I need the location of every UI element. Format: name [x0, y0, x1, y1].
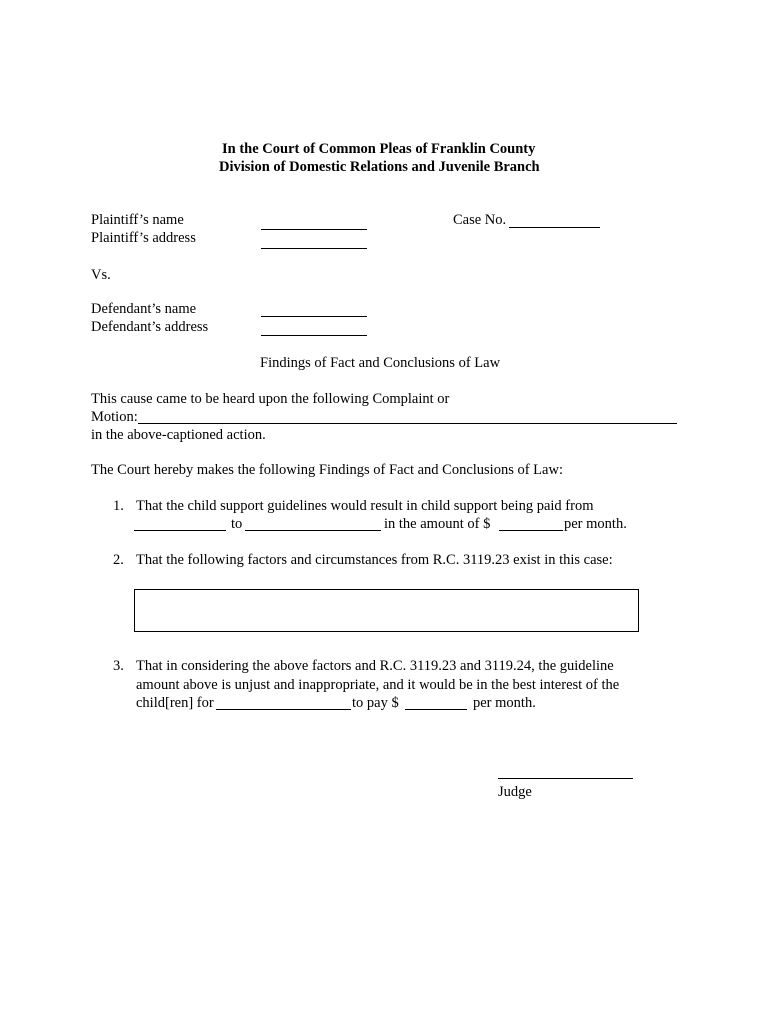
finding-3-line3-b: to pay $ [352, 695, 399, 711]
document-title: Findings of Fact and Conclusions of Law [260, 355, 501, 371]
motion-field[interactable] [138, 423, 677, 424]
finding-1-text: That the child support guidelines would result in child support being paid from [136, 498, 594, 514]
intro-line1: This cause came to be heard upon the following Complaint or [91, 391, 450, 407]
court-statement: The Court hereby makes the following Findings of Fact and Conclusions of Law: [91, 462, 563, 478]
finding-3-line2: amount above is unjust and inappropriate, and it would be in the best interest of the [136, 677, 620, 693]
finding-2-number: 2. [113, 552, 124, 568]
defendant-address-field[interactable] [261, 335, 367, 336]
finding-3-payer-field[interactable] [216, 709, 351, 710]
factors-text-box[interactable] [134, 589, 639, 632]
finding-2-text: That the following factors and circumstances from R.C. 3119.23 exist in this case: [136, 552, 613, 568]
defendant-address-label: Defendant’s address [91, 319, 209, 335]
intro-line3: in the above-captioned action. [91, 427, 266, 443]
case-no-label: Case No. [453, 212, 507, 228]
defendant-name-label: Defendant’s name [91, 301, 197, 317]
court-header-line2: Division of Domestic Relations and Juvenile Branch [219, 159, 540, 175]
plaintiff-address-label: Plaintiff’s address [91, 230, 196, 246]
finding-3-amount-field[interactable] [405, 709, 467, 710]
finding-1-to-field[interactable] [245, 530, 381, 531]
case-no-field[interactable] [509, 227, 600, 228]
defendant-name-field[interactable] [261, 316, 367, 317]
finding-1-from-field[interactable] [134, 530, 226, 531]
finding-3-line1: That in considering the above factors and R.C. 3119.23 and 3119.24, the guideline [136, 658, 614, 674]
plaintiff-address-field[interactable] [261, 248, 367, 249]
finding-3-line3-c: per month. [473, 695, 536, 711]
judge-label: Judge [498, 784, 532, 800]
finding-1-amount-label: in the amount of $ [384, 516, 491, 532]
finding-3-line3-a: child[ren] for [136, 695, 214, 711]
finding-1-number: 1. [113, 498, 124, 514]
plaintiff-name-field[interactable] [261, 229, 367, 230]
vs-label: Vs. [91, 267, 111, 283]
finding-1-per-month: per month. [564, 516, 627, 532]
finding-1-to-label: to [231, 516, 243, 532]
court-header-line1: In the Court of Common Pleas of Franklin County [222, 141, 536, 157]
judge-signature-line[interactable] [498, 778, 633, 779]
plaintiff-name-label: Plaintiff’s name [91, 212, 184, 228]
finding-1-amount-field[interactable] [499, 530, 563, 531]
motion-label: Motion: [91, 409, 138, 425]
finding-3-number: 3. [113, 658, 124, 674]
